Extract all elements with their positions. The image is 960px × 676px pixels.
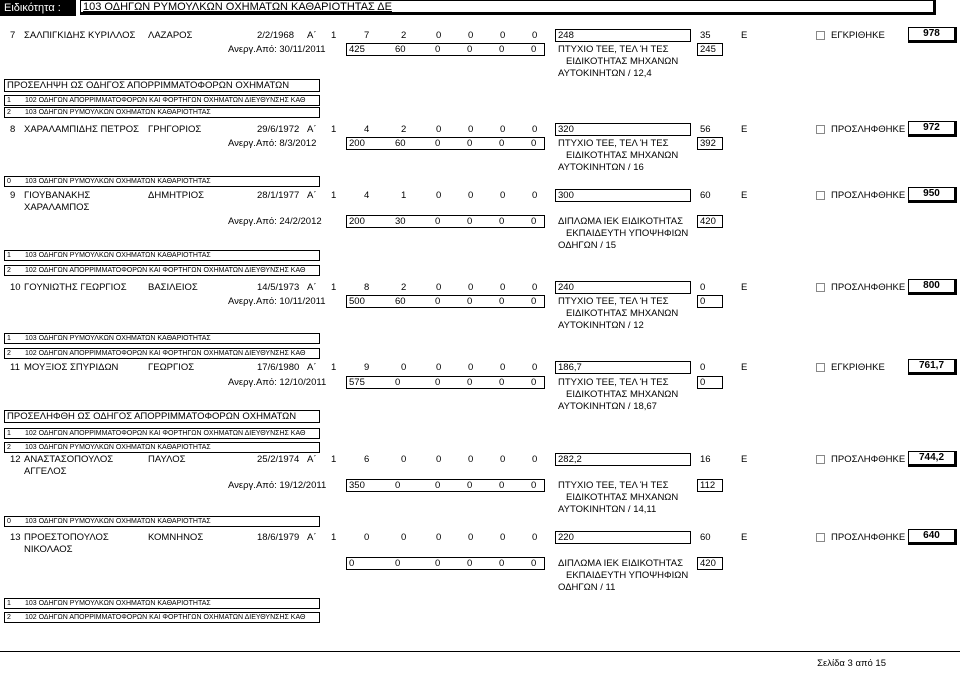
surname: ΓΙΟΥΒΑΝΑΚΗΣ <box>24 190 91 201</box>
detail-box <box>346 215 545 228</box>
criterion-c6: 0 <box>500 362 506 373</box>
preference-specialty: 103 ΟΔΗΓΩΝ ΡΥΜΟΥΛΚΩΝ ΟΧΗΜΑΤΩΝ ΚΑΘΑΡΙΟΤΗΤΑΣ <box>25 600 211 607</box>
degree-line-3: ΑΥΤΟΚΙΝΗΤΩΝ / 18,67 <box>558 401 657 412</box>
criterion-c1: 1 <box>331 362 337 373</box>
rank-code: Ε <box>741 190 748 201</box>
criterion-c2: 4 <box>364 190 370 201</box>
degree-line-1: ΠΤΥΧΙΟ ΤΕΕ, ΤΕΛ Ή ΤΕΣ <box>558 296 669 307</box>
rank-code: Ε <box>741 532 748 543</box>
criterion-c4: 0 <box>436 190 442 201</box>
birth-date: 17/6/1980 <box>257 362 300 373</box>
criterion-c5: 0 <box>468 30 474 41</box>
status: ΕΓΚΡΙΘΗΚΕ <box>831 362 885 373</box>
points-total: 248 <box>558 30 574 41</box>
criterion-c7: 0 <box>532 282 538 293</box>
preference-order: 2 <box>7 350 11 357</box>
status: ΠΡΟΣΛΗΦΘΗΚΕ <box>831 190 906 201</box>
detail-d5: 0 <box>499 480 505 491</box>
criterion-c3: 2 <box>401 282 407 293</box>
detail-d6: 0 <box>531 44 537 55</box>
degree-line-3: ΑΥΤΟΚΙΝΗΤΩΝ / 14,11 <box>558 504 657 515</box>
category: Α΄ <box>307 454 317 465</box>
preference-order: 1 <box>7 600 11 607</box>
degree-line-2: ΕΚΠΑΙΔΕΥΤΗ ΥΠΟΨΗΦΙΩΝ <box>566 570 689 581</box>
degree-line-2: ΕΙΔΙΚΟΤΗΤΑΣ ΜΗΧΑΝΩΝ <box>566 492 679 503</box>
preference-specialty: 103 ΟΔΗΓΩΝ ΡΥΜΟΥΛΚΩΝ ΟΧΗΜΑΤΩΝ ΚΑΘΑΡΙΟΤΗΤΑΣ <box>25 178 211 185</box>
detail-d2: 0 <box>395 480 401 491</box>
detail-d4: 0 <box>467 138 473 149</box>
row-number: 13 <box>10 532 21 543</box>
experience-points: 0 <box>700 362 706 373</box>
criterion-c7: 0 <box>532 124 538 135</box>
total-score: 972 <box>908 121 957 137</box>
degree-line-1: ΔΙΠΛΩΜΑ ΙΕΚ ΕΙΔΙΚΟΤΗΤΑΣ <box>558 216 683 227</box>
detail-d4: 0 <box>467 558 473 569</box>
degree-line-2: ΕΚΠΑΙΔΕΥΤΗ ΥΠΟΨΗΦΙΩΝ <box>566 228 689 239</box>
detail-d1: 200 <box>349 138 365 149</box>
surname: ΑΝΑΣΤΑΣΟΠΟΥΛΟΣ <box>24 454 114 465</box>
criterion-c7: 0 <box>532 190 538 201</box>
criterion-c3: 1 <box>401 190 407 201</box>
preference-row <box>4 612 320 623</box>
preference-order: 0 <box>7 518 11 525</box>
preference-row <box>4 428 320 439</box>
unemployed-since: Ανεργ.Από: 12/10/2011 <box>228 377 327 388</box>
criterion-c2: 7 <box>364 30 370 41</box>
detail-d6: 0 <box>531 216 537 227</box>
status-checkbox[interactable] <box>816 363 825 372</box>
total-score: 744,2 <box>908 451 957 467</box>
degree-value: 245 <box>700 44 716 55</box>
detail-d3: 0 <box>435 558 441 569</box>
father-name: ΔΗΜΗΤΡΙΟΣ <box>148 190 205 201</box>
detail-d6: 0 <box>531 480 537 491</box>
preference-row <box>4 333 320 344</box>
degree-line-1: ΠΤΥΧΙΟ ΤΕΕ, ΤΕΛ Ή ΤΕΣ <box>558 138 669 149</box>
detail-box <box>346 557 545 570</box>
preference-order: 1 <box>7 97 11 104</box>
points-total: 220 <box>558 532 574 543</box>
criterion-c5: 0 <box>468 362 474 373</box>
surname: ΣΑΛΠΙΓΚΙΔΗΣ ΚΥΡΙΛΛΟΣ <box>24 30 136 41</box>
preference-specialty: 102 ΟΔΗΓΩΝ ΑΠΟΡΡΙΜΜΑΤΟΦΟΡΩΝ ΚΑΙ ΦΟΡΤΗΓΩΝ ΟΧΗΜΑΤΩΝ ΔΙΕΥΘΥΝΣΗΣ ΚΑΘ <box>25 267 306 274</box>
criterion-c2: 0 <box>364 532 370 543</box>
specialty-label: Ειδικότητα : <box>0 0 76 16</box>
preference-specialty: 102 ΟΔΗΓΩΝ ΑΠΟΡΡΙΜΜΑΤΟΦΟΡΩΝ ΚΑΙ ΦΟΡΤΗΓΩΝ ΟΧΗΜΑΤΩΝ ΔΙΕΥΘΥΝΣΗΣ ΚΑΘ <box>25 350 306 357</box>
degree-line-1: ΔΙΠΛΩΜΑ ΙΕΚ ΕΙΔΙΚΟΤΗΤΑΣ <box>558 558 683 569</box>
surname: ΧΑΡΑΛΑΜΠΙΔΗΣ ΠΕΤΡΟΣ <box>24 124 140 135</box>
criterion-c4: 0 <box>436 454 442 465</box>
row-number: 12 <box>10 454 21 465</box>
category: Α΄ <box>307 282 317 293</box>
detail-d3: 0 <box>435 138 441 149</box>
criterion-c4: 0 <box>436 362 442 373</box>
points-total: 240 <box>558 282 574 293</box>
points-total: 300 <box>558 190 574 201</box>
detail-d4: 0 <box>467 377 473 388</box>
degree-line-3: ΑΥΤΟΚΙΝΗΤΩΝ / 12,4 <box>558 68 652 79</box>
detail-d3: 0 <box>435 44 441 55</box>
criterion-c3: 2 <box>401 124 407 135</box>
criterion-c1: 1 <box>331 190 337 201</box>
detail-d3: 0 <box>435 216 441 227</box>
preference-row <box>4 250 320 261</box>
father-name: ΒΑΣΙΛΕΙΟΣ <box>148 282 198 293</box>
detail-d5: 0 <box>499 138 505 149</box>
detail-d2: 60 <box>395 296 406 307</box>
preference-specialty: 102 ΟΔΗΓΩΝ ΑΠΟΡΡΙΜΜΑΤΟΦΟΡΩΝ ΚΑΙ ΦΟΡΤΗΓΩΝ ΟΧΗΜΑΤΩΝ ΔΙΕΥΘΥΝΣΗΣ ΚΑΘ <box>25 430 306 437</box>
criterion-c6: 0 <box>500 190 506 201</box>
criterion-c5: 0 <box>468 282 474 293</box>
birth-date: 2/2/1968 <box>257 30 294 41</box>
detail-d2: 60 <box>395 138 406 149</box>
first-name: ΑΓΓΕΛΟΣ <box>24 466 67 477</box>
detail-box <box>346 137 545 150</box>
experience-points: 60 <box>700 532 711 543</box>
status-checkbox[interactable] <box>816 533 825 542</box>
total-score: 950 <box>908 187 957 203</box>
rank-code: Ε <box>741 454 748 465</box>
criterion-c6: 0 <box>500 124 506 135</box>
points-total-box <box>555 29 691 42</box>
degree-line-1: ΠΤΥΧΙΟ ΤΕΕ, ΤΕΛ Ή ΤΕΣ <box>558 44 669 55</box>
surname: ΠΡΟΕΣΤΟΠΟΥΛΟΣ <box>24 532 109 543</box>
degree-value: 420 <box>700 558 716 569</box>
father-name: ΚΟΜΝΗΝΟΣ <box>148 532 204 543</box>
criterion-c6: 0 <box>500 30 506 41</box>
degree-line-3: ΟΔΗΓΩΝ / 11 <box>558 582 616 593</box>
specialty-header <box>0 0 960 16</box>
degree-value: 392 <box>700 138 716 149</box>
criterion-c3: 0 <box>401 532 407 543</box>
preference-row <box>4 516 320 527</box>
criterion-c2: 6 <box>364 454 370 465</box>
birth-date: 25/2/1974 <box>257 454 300 465</box>
detail-d5: 0 <box>499 377 505 388</box>
detail-d6: 0 <box>531 296 537 307</box>
detail-d5: 0 <box>499 558 505 569</box>
detail-d3: 0 <box>435 377 441 388</box>
category: Α΄ <box>307 30 317 41</box>
degree-line-2: ΕΙΔΙΚΟΤΗΤΑΣ ΜΗΧΑΝΩΝ <box>566 308 679 319</box>
points-total: 320 <box>558 124 574 135</box>
detail-d1: 500 <box>349 296 365 307</box>
birth-date: 28/1/1977 <box>257 190 300 201</box>
father-name: ΠΑΥΛΟΣ <box>148 454 186 465</box>
degree-line-2: ΕΙΔΙΚΟΤΗΤΑΣ ΜΗΧΑΝΩΝ <box>566 389 679 400</box>
detail-d1: 575 <box>349 377 365 388</box>
detail-d3: 0 <box>435 296 441 307</box>
points-total-box <box>555 123 691 136</box>
row-number: 9 <box>10 190 16 201</box>
birth-date: 14/5/1973 <box>257 282 300 293</box>
criterion-c2: 8 <box>364 282 370 293</box>
experience-points: 56 <box>700 124 711 135</box>
degree-line-3: ΟΔΗΓΩΝ / 15 <box>558 240 617 251</box>
unemployed-since: Ανεργ.Από: 30/11/2011 <box>228 44 326 55</box>
detail-d2: 0 <box>395 377 401 388</box>
father-name: ΓΕΩΡΓΙΟΣ <box>148 362 195 373</box>
status: ΠΡΟΣΛΗΦΘΗΚΕ <box>831 532 906 543</box>
criterion-c1: 1 <box>331 454 337 465</box>
row-number: 10 <box>10 282 21 293</box>
degree-line-2: ΕΙΔΙΚΟΤΗΤΑΣ ΜΗΧΑΝΩΝ <box>566 150 679 161</box>
detail-box <box>346 295 545 308</box>
preference-row <box>4 107 320 118</box>
criterion-c2: 9 <box>364 362 370 373</box>
detail-d4: 0 <box>467 480 473 491</box>
preference-specialty: 103 ΟΔΗΓΩΝ ΡΥΜΟΥΛΚΩΝ ΟΧΗΜΑΤΩΝ ΚΑΘΑΡΙΟΤΗΤΑΣ <box>25 109 211 116</box>
row-number: 8 <box>10 124 16 135</box>
criterion-c6: 0 <box>500 282 506 293</box>
detail-d5: 0 <box>499 296 505 307</box>
status: ΠΡΟΣΛΗΦΘΗΚΕ <box>831 124 906 135</box>
preference-row <box>4 348 320 359</box>
degree-line-1: ΠΤΥΧΙΟ ΤΕΕ, ΤΕΛ Ή ΤΕΣ <box>558 480 669 491</box>
page-number: Σελίδα 3 από 15 <box>817 658 886 669</box>
rank-code: Ε <box>741 30 748 41</box>
criterion-c5: 0 <box>468 454 474 465</box>
status-checkbox[interactable] <box>816 31 825 40</box>
footer-line <box>0 651 960 652</box>
points-total: 186,7 <box>558 362 582 373</box>
criterion-c3: 0 <box>401 454 407 465</box>
criterion-c3: 2 <box>401 30 407 41</box>
specialty-value: 103 ΟΔΗΓΩΝ ΡΥΜΟΥΛΚΩΝ ΟΧΗΜΑΤΩΝ ΚΑΘΑΡΙΟΤΗΤΑΣ ΔΕ <box>80 0 936 15</box>
birth-date: 29/6/1972 <box>257 124 300 135</box>
unemployed-since: Ανεργ.Από: 19/12/2011 <box>228 480 327 491</box>
detail-d2: 30 <box>395 216 406 227</box>
detail-d4: 0 <box>467 296 473 307</box>
preference-order: 1 <box>7 252 11 259</box>
experience-points: 16 <box>700 454 711 465</box>
preference-row <box>4 95 320 106</box>
criterion-c3: 0 <box>401 362 407 373</box>
detail-d3: 0 <box>435 480 441 491</box>
detail-d1: 0 <box>349 558 355 569</box>
criterion-c5: 0 <box>468 190 474 201</box>
status: ΠΡΟΣΛΗΦΘΗΚΕ <box>831 454 906 465</box>
detail-d5: 0 <box>499 44 505 55</box>
preference-specialty: 103 ΟΔΗΓΩΝ ΡΥΜΟΥΛΚΩΝ ΟΧΗΜΑΤΩΝ ΚΑΘΑΡΙΟΤΗΤΑΣ <box>25 444 211 451</box>
criterion-c4: 0 <box>436 124 442 135</box>
row-number: 11 <box>10 362 20 373</box>
detail-d6: 0 <box>531 138 537 149</box>
points-total-box <box>555 531 691 544</box>
experience-points: 35 <box>700 30 711 41</box>
preference-row <box>4 265 320 276</box>
detail-d5: 0 <box>499 216 505 227</box>
detail-d1: 350 <box>349 480 365 491</box>
preference-specialty: 103 ΟΔΗΓΩΝ ΡΥΜΟΥΛΚΩΝ ΟΧΗΜΑΤΩΝ ΚΑΘΑΡΙΟΤΗΤΑΣ <box>25 252 211 259</box>
detail-box <box>346 43 545 56</box>
criterion-c5: 0 <box>468 532 474 543</box>
criterion-c4: 0 <box>436 30 442 41</box>
experience-points: 60 <box>700 190 711 201</box>
preference-order: 1 <box>7 335 11 342</box>
points-total-box <box>555 281 691 294</box>
points-total: 282,2 <box>558 454 582 465</box>
preference-order: 1 <box>7 430 11 437</box>
criterion-c7: 0 <box>532 362 538 373</box>
total-score: 800 <box>908 279 957 295</box>
rank-code: Ε <box>741 282 748 293</box>
preference-specialty: 102 ΟΔΗΓΩΝ ΑΠΟΡΡΙΜΜΑΤΟΦΟΡΩΝ ΚΑΙ ΦΟΡΤΗΓΩΝ ΟΧΗΜΑΤΩΝ ΔΙΕΥΘΥΝΣΗΣ ΚΑΘ <box>25 97 306 104</box>
degree-line-3: ΑΥΤΟΚΙΝΗΤΩΝ / 16 <box>558 162 644 173</box>
total-score: 640 <box>908 529 957 545</box>
rank-code: Ε <box>741 362 748 373</box>
preference-order: 2 <box>7 109 11 116</box>
detail-d1: 425 <box>349 44 365 55</box>
first-name: ΧΑΡΑΛΑΜΠΟΣ <box>24 202 90 213</box>
detail-d2: 0 <box>395 558 401 569</box>
category: Α΄ <box>307 362 317 373</box>
degree-value: 0 <box>700 296 706 307</box>
first-name: ΝΙΚΟΛΑΟΣ <box>24 544 73 555</box>
detail-d2: 60 <box>395 44 406 55</box>
degree-line-3: ΑΥΤΟΚΙΝΗΤΩΝ / 12 <box>558 320 644 331</box>
criterion-c2: 4 <box>364 124 370 135</box>
degree-value: 420 <box>700 216 716 227</box>
criterion-c7: 0 <box>532 30 538 41</box>
criterion-c7: 0 <box>532 454 538 465</box>
father-name: ΛΑΖΑΡΟΣ <box>148 30 193 41</box>
status: ΕΓΚΡΙΘΗΚΕ <box>831 30 885 41</box>
category: Α΄ <box>307 532 317 543</box>
criterion-c4: 0 <box>436 282 442 293</box>
detail-box <box>346 376 545 389</box>
degree-value: 0 <box>700 377 706 388</box>
preference-specialty: 103 ΟΔΗΓΩΝ ΡΥΜΟΥΛΚΩΝ ΟΧΗΜΑΤΩΝ ΚΑΘΑΡΙΟΤΗΤΑΣ <box>25 518 211 525</box>
detail-d1: 200 <box>349 216 365 227</box>
status: ΠΡΟΣΛΗΦΘΗΚΕ <box>831 282 906 293</box>
detail-d4: 0 <box>467 44 473 55</box>
detail-d4: 0 <box>467 216 473 227</box>
degree-value: 112 <box>700 480 716 491</box>
unemployed-since: Ανεργ.Από: 24/2/2012 <box>228 216 322 227</box>
criterion-c1: 1 <box>331 532 337 543</box>
detail-box <box>346 479 545 492</box>
detail-d6: 0 <box>531 558 537 569</box>
preference-specialty: 103 ΟΔΗΓΩΝ ΡΥΜΟΥΛΚΩΝ ΟΧΗΜΑΤΩΝ ΚΑΘΑΡΙΟΤΗΤΑΣ <box>25 335 211 342</box>
preference-specialty: 102 ΟΔΗΓΩΝ ΑΠΟΡΡΙΜΜΑΤΟΦΟΡΩΝ ΚΑΙ ΦΟΡΤΗΓΩΝ ΟΧΗΜΑΤΩΝ ΔΙΕΥΘΥΝΣΗΣ ΚΑΘ <box>25 614 306 621</box>
criterion-c1: 1 <box>331 30 337 41</box>
preference-order: 2 <box>7 444 11 451</box>
experience-points: 0 <box>700 282 706 293</box>
birth-date: 18/6/1979 <box>257 532 300 543</box>
criterion-c4: 0 <box>436 532 442 543</box>
preference-row <box>4 442 320 453</box>
category: Α΄ <box>307 190 317 201</box>
preference-order: 2 <box>7 614 11 621</box>
preference-order: 0 <box>7 178 11 185</box>
points-total-box <box>555 189 691 202</box>
section-heading: ΠΡΟΣΕΛΗΨΗ ΩΣ ΟΔΗΓΟΣ ΑΠΟΡΡΙΜΜΑΤΟΦΟΡΩΝ ΟΧΗΜΑΤΩΝ <box>4 79 320 92</box>
father-name: ΓΡΗΓΟΡΙΟΣ <box>148 124 202 135</box>
detail-d6: 0 <box>531 377 537 388</box>
degree-line-1: ΠΤΥΧΙΟ ΤΕΕ, ΤΕΛ Ή ΤΕΣ <box>558 377 669 388</box>
total-score: 978 <box>908 27 957 43</box>
criterion-c6: 0 <box>500 454 506 465</box>
rank-code: Ε <box>741 124 748 135</box>
section-heading: ΠΡΟΣΕΛΗΦΘΗ ΩΣ ΟΔΗΓΟΣ ΑΠΟΡΡΙΜΜΑΤΟΦΟΡΩΝ ΟΧΗΜΑΤΩΝ <box>4 410 320 423</box>
category: Α΄ <box>307 124 317 135</box>
row-number: 7 <box>10 30 16 41</box>
criterion-c1: 1 <box>331 282 337 293</box>
criterion-c7: 0 <box>532 532 538 543</box>
degree-line-2: ΕΙΔΙΚΟΤΗΤΑΣ ΜΗΧΑΝΩΝ <box>566 56 679 67</box>
preference-row <box>4 598 320 609</box>
surname: ΜΟΥΞΙΟΣ ΣΠΥΡΙΔΩΝ <box>24 362 119 373</box>
criterion-c5: 0 <box>468 124 474 135</box>
criterion-c6: 0 <box>500 532 506 543</box>
status-checkbox[interactable] <box>816 191 825 200</box>
status-checkbox[interactable] <box>816 283 825 292</box>
surname: ΓΟΥΝΙΩΤΗΣ ΓΕΩΡΓΙΟΣ <box>24 282 127 293</box>
status-checkbox[interactable] <box>816 455 825 464</box>
unemployed-since: Ανεργ.Από: 10/11/2011 <box>228 296 326 307</box>
unemployed-since: Ανεργ.Από: 8/3/2012 <box>228 138 317 149</box>
criterion-c1: 1 <box>331 124 337 135</box>
preference-order: 2 <box>7 267 11 274</box>
preference-row <box>4 176 320 187</box>
total-score: 761,7 <box>908 359 957 375</box>
status-checkbox[interactable] <box>816 125 825 134</box>
